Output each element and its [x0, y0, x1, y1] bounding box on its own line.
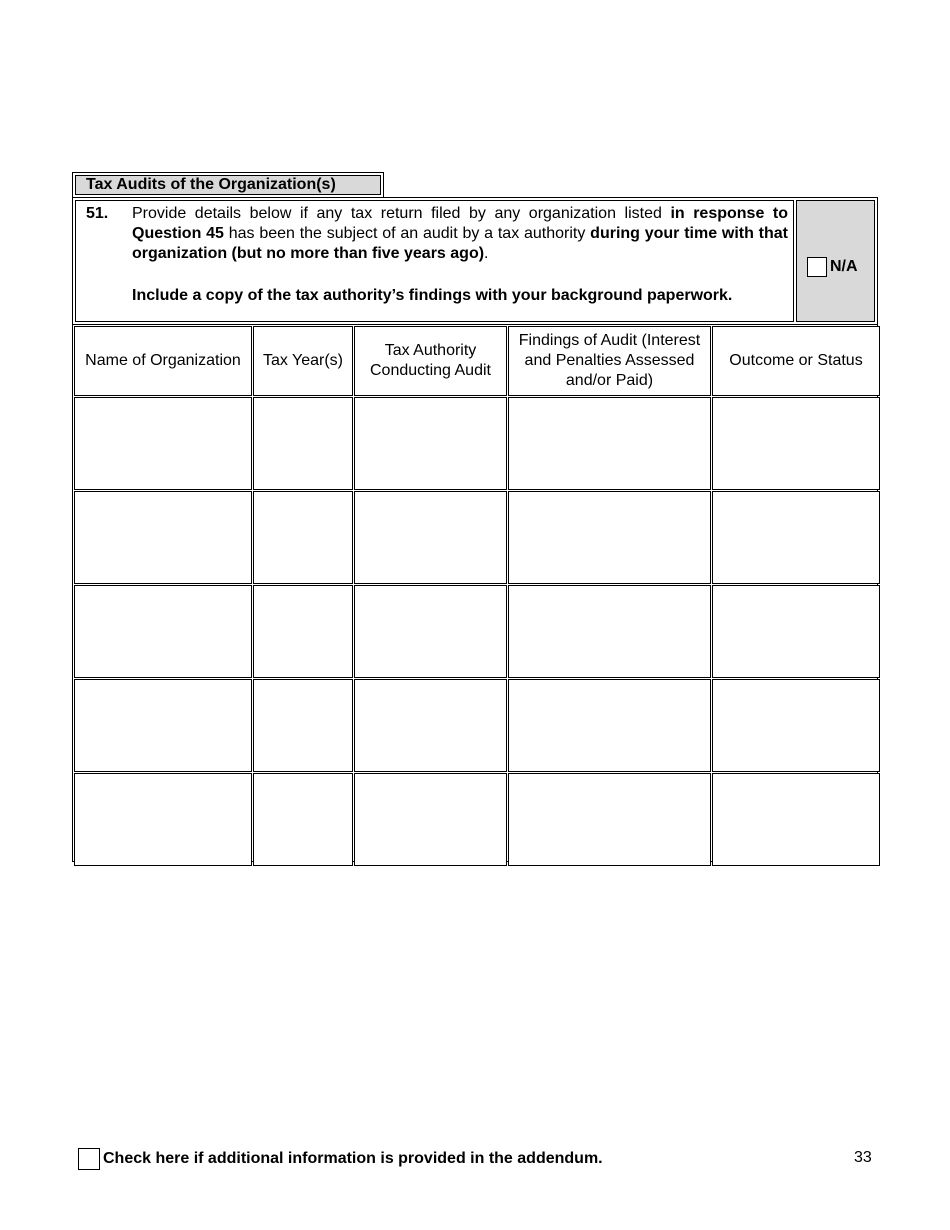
row-3-name-of-organization-field[interactable] [74, 585, 252, 678]
row-4-tax-authority-field[interactable] [354, 679, 507, 772]
row-5-tax-authority-field[interactable] [354, 773, 507, 866]
question-51-box [72, 197, 878, 325]
include-copy-instruction: Include a copy of the tax authority’s findings with your background paperwork. [132, 287, 733, 304]
row-4-outcome-field[interactable] [712, 679, 880, 772]
na-cell [796, 200, 875, 322]
header-name-of-organization: Name of Organization [74, 326, 252, 396]
row-5-outcome-field[interactable] [712, 773, 880, 866]
row-5-name-of-organization-field[interactable] [74, 773, 252, 866]
row-2-tax-years-field[interactable] [253, 491, 353, 584]
row-2-tax-authority-field[interactable] [354, 491, 507, 584]
question-text-bold-2: during your time with that organization (but no more than five years ago) [132, 225, 789, 262]
row-3-tax-years-field[interactable] [253, 585, 353, 678]
na-checkbox[interactable] [807, 257, 827, 277]
row-5-findings-field[interactable] [508, 773, 711, 866]
header-tax-authority: Tax Authority Conducting Audit [354, 326, 507, 396]
row-1-tax-authority-field[interactable] [354, 397, 507, 490]
row-3-tax-authority-field[interactable] [354, 585, 507, 678]
na-label: N/A [830, 258, 858, 275]
na-option [807, 257, 858, 277]
row-1-name-of-organization-field[interactable] [74, 397, 252, 490]
header-findings-of-audit: Findings of Audit (Interest and Penalties Assessed and/or Paid) [508, 326, 711, 396]
header-outcome-or-status: Outcome or Status [712, 326, 880, 396]
addendum-option [78, 1148, 603, 1170]
question-text-cell [75, 200, 794, 322]
question-text-bold-1: in response to Question 45 [132, 205, 789, 242]
row-2-outcome-field[interactable] [712, 491, 880, 584]
row-1-outcome-field[interactable] [712, 397, 880, 490]
question-text-part-3: . [484, 245, 489, 262]
row-3-outcome-field[interactable] [712, 585, 880, 678]
section-header [72, 172, 384, 198]
tax-audit-table [72, 324, 878, 862]
row-5-tax-years-field[interactable] [253, 773, 353, 866]
section-title: Tax Audits of the Organization(s) [75, 175, 381, 195]
question-text-part-1: Provide details below if any tax return filed by any organization listed [132, 205, 671, 222]
row-3-findings-field[interactable] [508, 585, 711, 678]
question-body [132, 204, 788, 264]
row-1-tax-years-field[interactable] [253, 397, 353, 490]
row-4-tax-years-field[interactable] [253, 679, 353, 772]
addendum-checkbox[interactable] [78, 1148, 100, 1170]
row-2-findings-field[interactable] [508, 491, 711, 584]
page-number: 33 [854, 1149, 872, 1166]
row-4-name-of-organization-field[interactable] [74, 679, 252, 772]
question-text-part-2: has been the subject of an audit by a tax authority [223, 225, 591, 242]
row-2-name-of-organization-field[interactable] [74, 491, 252, 584]
row-1-findings-field[interactable] [508, 397, 711, 490]
addendum-label: Check here if additional information is provided in the addendum. [103, 1150, 603, 1167]
row-4-findings-field[interactable] [508, 679, 711, 772]
question-number: 51. [86, 205, 109, 222]
header-tax-years: Tax Year(s) [253, 326, 353, 396]
